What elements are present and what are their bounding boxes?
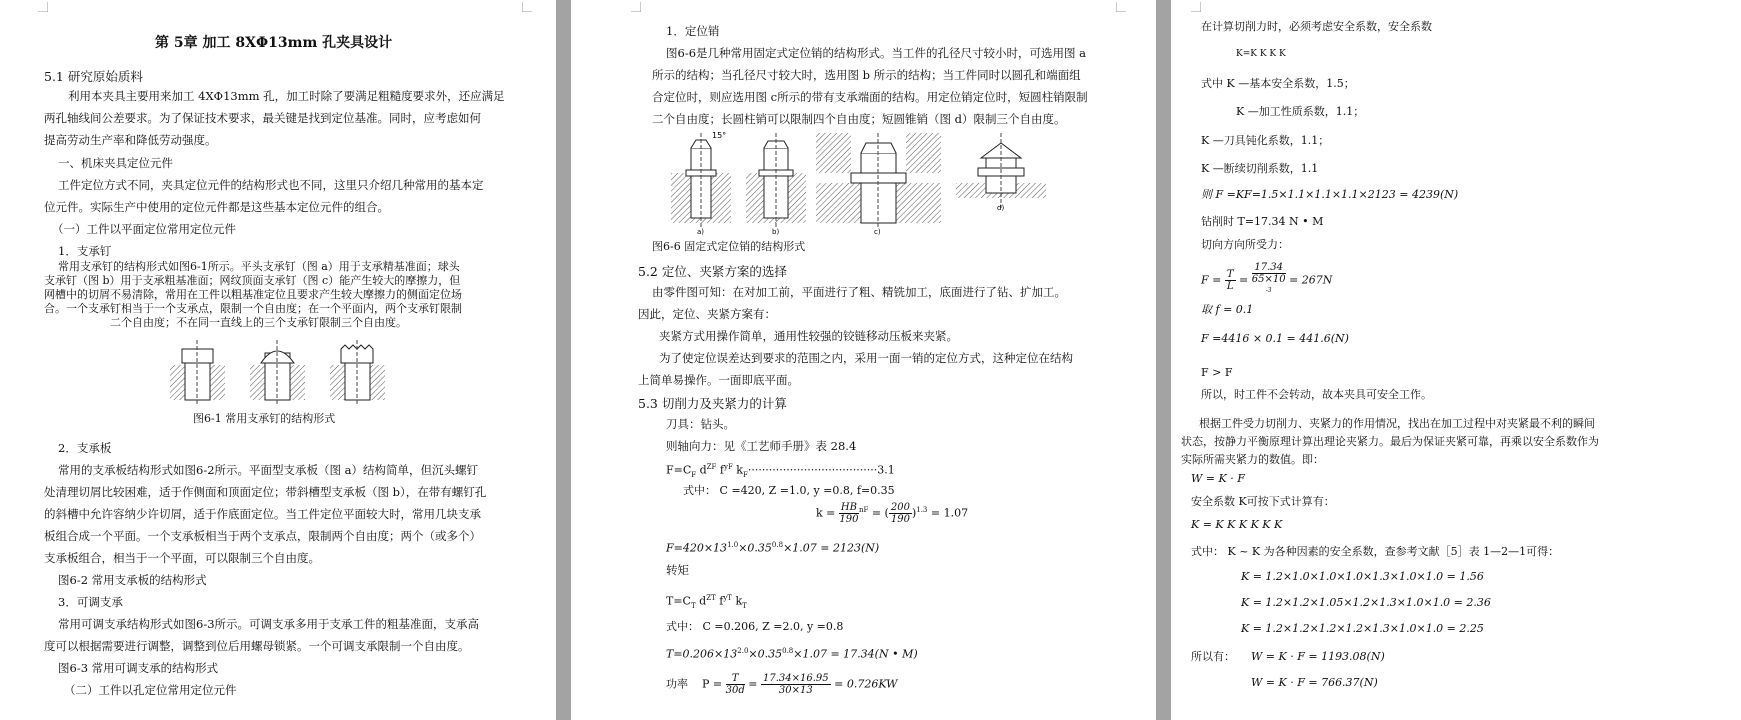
l10-den2: 65×10 bbox=[1251, 274, 1286, 285]
formula-line: F =4416 × 0.1 = 441.6(N) bbox=[1201, 332, 1349, 345]
paragraph-line: 钻削时 T=17.34 N • M bbox=[1201, 215, 1324, 228]
subheading: 1．定位销 bbox=[666, 24, 720, 38]
paragraph-line: 二个自由度；不在同一直线上的三个支承钉限制三个自由度。 bbox=[110, 316, 407, 329]
figure-sub-label: a) bbox=[697, 228, 705, 236]
formula-line: $T=C_T$ $d^{ZT}$ $f^{yT}$ $k_T$ bbox=[666, 594, 747, 610]
page-corner-mark-tl bbox=[1191, 2, 1201, 12]
power-label: 功率 bbox=[666, 677, 688, 691]
formula-line: F > F bbox=[1201, 366, 1233, 379]
subheading: （一）工件以平面定位常用定位元件 bbox=[52, 222, 236, 236]
paragraph-line: 的斜槽中允许容纳少许切屑，适于作底面定位。当工件定位平面较大时，常用几块支承 bbox=[44, 507, 481, 521]
page-corner-mark-tr bbox=[522, 2, 532, 12]
paragraph-line: 支承板组合，相当于一个平面，可以限制三个自由度。 bbox=[44, 551, 320, 565]
paragraph-line: 二个自由度；长圆柱销可以限制四个自由度；短圆锥销（图 d）限制三个自由度。 bbox=[652, 112, 1066, 126]
formula-line: $F=C_F$ $d^{ZF}$ $f^{yF}$ $k_F\cdot\cdot\cdot\cdot\cdot\cdot\cdot\cdot\cdot\cdot\cdot\cdot\cdot\cdot\cdot\cdot\cdot\cdot\cdot\cdot\cdot\cdot\cdot\cdot\cdot\cdot\cdot\cdot\cdot\cdot\cdot\cdot\cdot\cdot\cdot\cdot\cdot 3.1$ bbox=[666, 463, 895, 479]
subheading: 转矩 bbox=[666, 563, 689, 577]
paragraph-line: 度可以根据需要进行调整，调整到位后用螺母锁紧。一个可调支承限制一个自由度。 bbox=[44, 639, 470, 653]
paragraph-line: 根据工件受力切削力、夹紧力的作用情况，找出在加工过程中对夹紧最不利的瞬间 bbox=[1199, 417, 1595, 430]
document-page-3 bbox=[1171, 0, 1741, 720]
power-formula: 功率 P = $\frac{T}{30d}$ = $\frac{17.34\times 16.95}{30\times 13}$ = 0.726KW bbox=[666, 673, 898, 696]
figure-sub-label: c) bbox=[874, 228, 881, 236]
figure-caption: 图6-6 固定式定位销的结构形式 bbox=[652, 240, 806, 253]
paragraph-line: 所以有： bbox=[1191, 650, 1235, 663]
t-result: T=0.206×13 bbox=[666, 647, 738, 661]
paragraph-line: 图6-6是几种常用固定式定位销的结构形式。当工件的孔径尺寸较小时，可选用图 a bbox=[666, 46, 1087, 60]
formula-line: K = 1.2×1.0×1.0×1.0×1.3×1.0×1.0 = 1.56 bbox=[1241, 570, 1484, 583]
t-result-end: ×1.07 = 17.34(N • M) bbox=[793, 647, 918, 661]
power-num1: T bbox=[726, 673, 745, 685]
formula-line: K=K K K K bbox=[1236, 49, 1286, 59]
force-formula: F = $\frac{T}{L}$ = 17.34 65×10 $^{-3}$ = 267N bbox=[1201, 262, 1333, 294]
paragraph-line: 因此，定位、夹紧方案有： bbox=[638, 307, 776, 321]
figure-6-1-support-pins bbox=[165, 335, 405, 407]
page-corner-mark-tr bbox=[1116, 2, 1126, 12]
kf-label: k = bbox=[816, 506, 836, 520]
paragraph-line: 板组合成一个平面。一个支承板相当于两个支承点，限制两个自由度；两个（或多个） bbox=[44, 529, 481, 543]
t-result-tail: ×0.35 bbox=[748, 647, 783, 661]
power-den2: 30×13 bbox=[778, 685, 813, 696]
section-heading: 5.3 切削力及夹紧力的计算 bbox=[638, 396, 787, 411]
power-num2: 17.34×16.95 bbox=[762, 673, 829, 684]
document-page-1 bbox=[0, 0, 571, 720]
formula-f-tail: ·····································3.1 bbox=[747, 463, 895, 477]
f-result: F=420×13 bbox=[666, 541, 728, 555]
l10-den1: L bbox=[1226, 281, 1234, 293]
figure-6-6-locating-pins bbox=[666, 128, 1066, 236]
page-gap bbox=[1156, 0, 1171, 720]
paragraph-line: 位元件。实际生产中使用的定位元件都是这些基本定位元件的组合。 bbox=[44, 200, 389, 214]
l10-num2: 17.34 bbox=[1252, 262, 1286, 274]
paragraph-line: 切向方向所受力： bbox=[1201, 238, 1289, 251]
paragraph-line: 工件定位方式不同，夹具定位元件的结构形式也不同，这里只介绍几种常用的基本定 bbox=[58, 178, 484, 192]
f-result-tail: ×0.35 bbox=[738, 541, 772, 555]
paragraph-line: 利用本夹具主要用来加工 4XΦ13mm 孔，加工时除了要满足粗糙度要求外，还应满足 bbox=[68, 89, 505, 103]
formula-line: K = 1.2×1.2×1.2×1.2×1.3×1.0×1.0 = 2.25 bbox=[1241, 622, 1484, 635]
paragraph-line: 由零件图可知：在对加工前，平面进行了粗、精铣加工，底面进行了钻、扩加工。 bbox=[652, 285, 1066, 299]
paragraph-line: 常用可调支承结构形式如图6-3所示。可调支承多用于支承工件的粗基准面，支承高 bbox=[58, 617, 480, 631]
section-heading: 5.1 研究原始质料 bbox=[44, 69, 143, 84]
paragraph-line: K —断续切削系数，1.1 bbox=[1201, 162, 1319, 175]
formula-result: $T=0.206\times 13^{2.0}\times 0.35^{0.8}\times 1.07 = 17.34(N$ • M) bbox=[666, 647, 918, 661]
paragraph-line: 式中 K —基本安全系数，1.5； bbox=[1201, 77, 1355, 90]
figure-caption: 图6-3 常用可调支承的结构形式 bbox=[58, 661, 219, 675]
l10-num1: T bbox=[1226, 269, 1234, 281]
subheading: 3．可调支承 bbox=[58, 595, 123, 609]
formula-line: W = K · F = 1193.08(N) bbox=[1251, 650, 1385, 663]
document-page-2 bbox=[571, 0, 1171, 720]
paragraph-line: 为了使定位误差达到要求的范围之内，采用一面一销的定位方式，这种定位在结构 bbox=[659, 351, 1073, 365]
paragraph-line: 式中： K ~ K 为各种因素的安全系数，查参考文献［5］表 1—2—1可得： bbox=[1191, 545, 1560, 558]
paragraph-line: 安全系数 K可按下式计算有： bbox=[1191, 495, 1335, 508]
formula-params: 式中： C =420, Z =1.0, y =0.8, f=0.35 bbox=[683, 484, 895, 497]
paragraph-line: K —加工性质系数，1.1； bbox=[1236, 105, 1365, 118]
paragraph-line: 合。一个支承钉相当于一个支承点，限制一个自由度；在一个平面内，两个支承钉限制 bbox=[44, 302, 462, 315]
l10-a: F = bbox=[1201, 273, 1222, 287]
formula-result: $F=420\times 13^{1.0}\times 0.35^{0.8}\times 1.07 = 2123(N)$ bbox=[666, 541, 880, 555]
paragraph-line: 在计算切削力时，必须考虑安全系数，安全系数 bbox=[1201, 20, 1432, 33]
figure-caption: 图6-1 常用支承钉的结构形式 bbox=[193, 412, 336, 425]
subheading: 1．支承钉 bbox=[58, 244, 112, 258]
figure-caption: 图6-2 常用支承板的结构形式 bbox=[58, 573, 207, 587]
paragraph-line: 刀具：钻头。 bbox=[666, 417, 735, 431]
paragraph-line: 合定位时，则应选用图 c所示的带有支承端面的结构。用定位销定位时，短圆柱销限制 bbox=[652, 90, 1088, 104]
paragraph-line: 所以，时工件不会转动，故本夹具可安全工作。 bbox=[1201, 388, 1432, 401]
paragraph-line: 夹紧方式用操作简单，通用性较强的铰链移动压板来夹紧。 bbox=[659, 329, 958, 343]
page-corner-mark-tl bbox=[38, 2, 48, 12]
paragraph-line: 提高劳动生产率和降低劳动强度。 bbox=[44, 133, 217, 147]
formula-line: W = K · F bbox=[1191, 472, 1245, 485]
subheading: 一、机床夹具定位元件 bbox=[58, 156, 173, 170]
formula-t: T=C bbox=[666, 594, 691, 608]
power-p: P = bbox=[702, 677, 723, 691]
paragraph-line: 上简单易操作。一面即底平面。 bbox=[638, 373, 799, 387]
power-den1: 30d bbox=[725, 685, 745, 696]
paragraph-line: K —刀具钝化系数，1.1； bbox=[1201, 134, 1330, 147]
formula-line: 取 f = 0.1 bbox=[1201, 303, 1254, 316]
paragraph-line: 两孔轴线间公差要求。为了保证技术要求，最关键是找到定位基准。同时，应考虑如何 bbox=[44, 111, 481, 125]
kf-formula: k = $\frac{HB}{190}$ $^{nF}$ = ( $\frac{200}{190}$ )$^{1.3}$ = 1.07 bbox=[816, 502, 969, 525]
figure-sub-label: b) bbox=[772, 228, 780, 236]
power-result: = 0.726KW bbox=[834, 677, 898, 691]
paragraph-line: 处清理切屑比较困难，适于作侧面和顶面定位；带斜槽型支承板（图 b），在带有螺钉孔 bbox=[44, 485, 487, 499]
subheading: 2．支承板 bbox=[58, 441, 112, 455]
paragraph-line: 所示的结构；当孔径尺寸较大时，选用图 b 所示的结构；当工件同时以圆孔和端面组 bbox=[652, 68, 1081, 82]
page-gap bbox=[556, 0, 571, 720]
formula-line: W = K · F = 766.37(N) bbox=[1251, 676, 1378, 689]
section-heading: 5.2 定位、夹紧方案的选择 bbox=[638, 264, 787, 279]
paragraph-line: 网槽中的切屑不易清除，常用在工件以粗基准定位且要求产生较大摩擦力的侧面定位场 bbox=[44, 288, 462, 301]
formula-params: 式中： C =0.206, Z =2.0, y =0.8 bbox=[666, 620, 844, 633]
f-result-end: ×1.07 = 2123(N) bbox=[783, 541, 880, 555]
paragraph-line: 状态，按静力平衡原理计算出理论夹紧力。最后为保证夹紧可靠，再乘以安全系数作为 bbox=[1181, 435, 1599, 448]
paragraph-line: 则轴向力：见《工艺师手册》表 28.4 bbox=[666, 439, 857, 453]
page-corner-mark-tl bbox=[631, 2, 641, 12]
formula-f: F=C bbox=[666, 463, 692, 477]
formula-line: K = 1.2×1.2×1.05×1.2×1.3×1.0×1.0 = 2.36 bbox=[1241, 596, 1491, 609]
figure-angle-label: 15° bbox=[712, 131, 727, 140]
figure-sub-label: d) bbox=[997, 204, 1005, 212]
paragraph-line: 常用的支承板结构形式如图6-2所示。平面型支承板（图 a）结构简单，但沉头螺钉 bbox=[58, 463, 479, 477]
chapter-title: 第 5章 加工 8XΦ13mm 孔夹具设计 bbox=[155, 35, 393, 51]
subheading: （二）工件以孔定位常用定位元件 bbox=[64, 683, 237, 697]
paragraph-line: 常用支承钉的结构形式如图6-1所示。平头支承钉（图 a）用于支承精基准面；球头 bbox=[58, 260, 460, 273]
formula-line: K = K K K K K K bbox=[1191, 518, 1283, 531]
paragraph-line: 实际所需夹紧力的数值。即： bbox=[1181, 453, 1324, 466]
paragraph-line: 支承钉（图 b）用于支承粗基准面；网纹顶面支承钉（图 c）能产生较大的摩擦力，但 bbox=[44, 274, 461, 287]
formula-line: 则 F =KF=1.5×1.1×1.1×1.1×2123 = 4239(N) bbox=[1201, 188, 1459, 201]
l10-end: = 267N bbox=[1289, 273, 1333, 287]
